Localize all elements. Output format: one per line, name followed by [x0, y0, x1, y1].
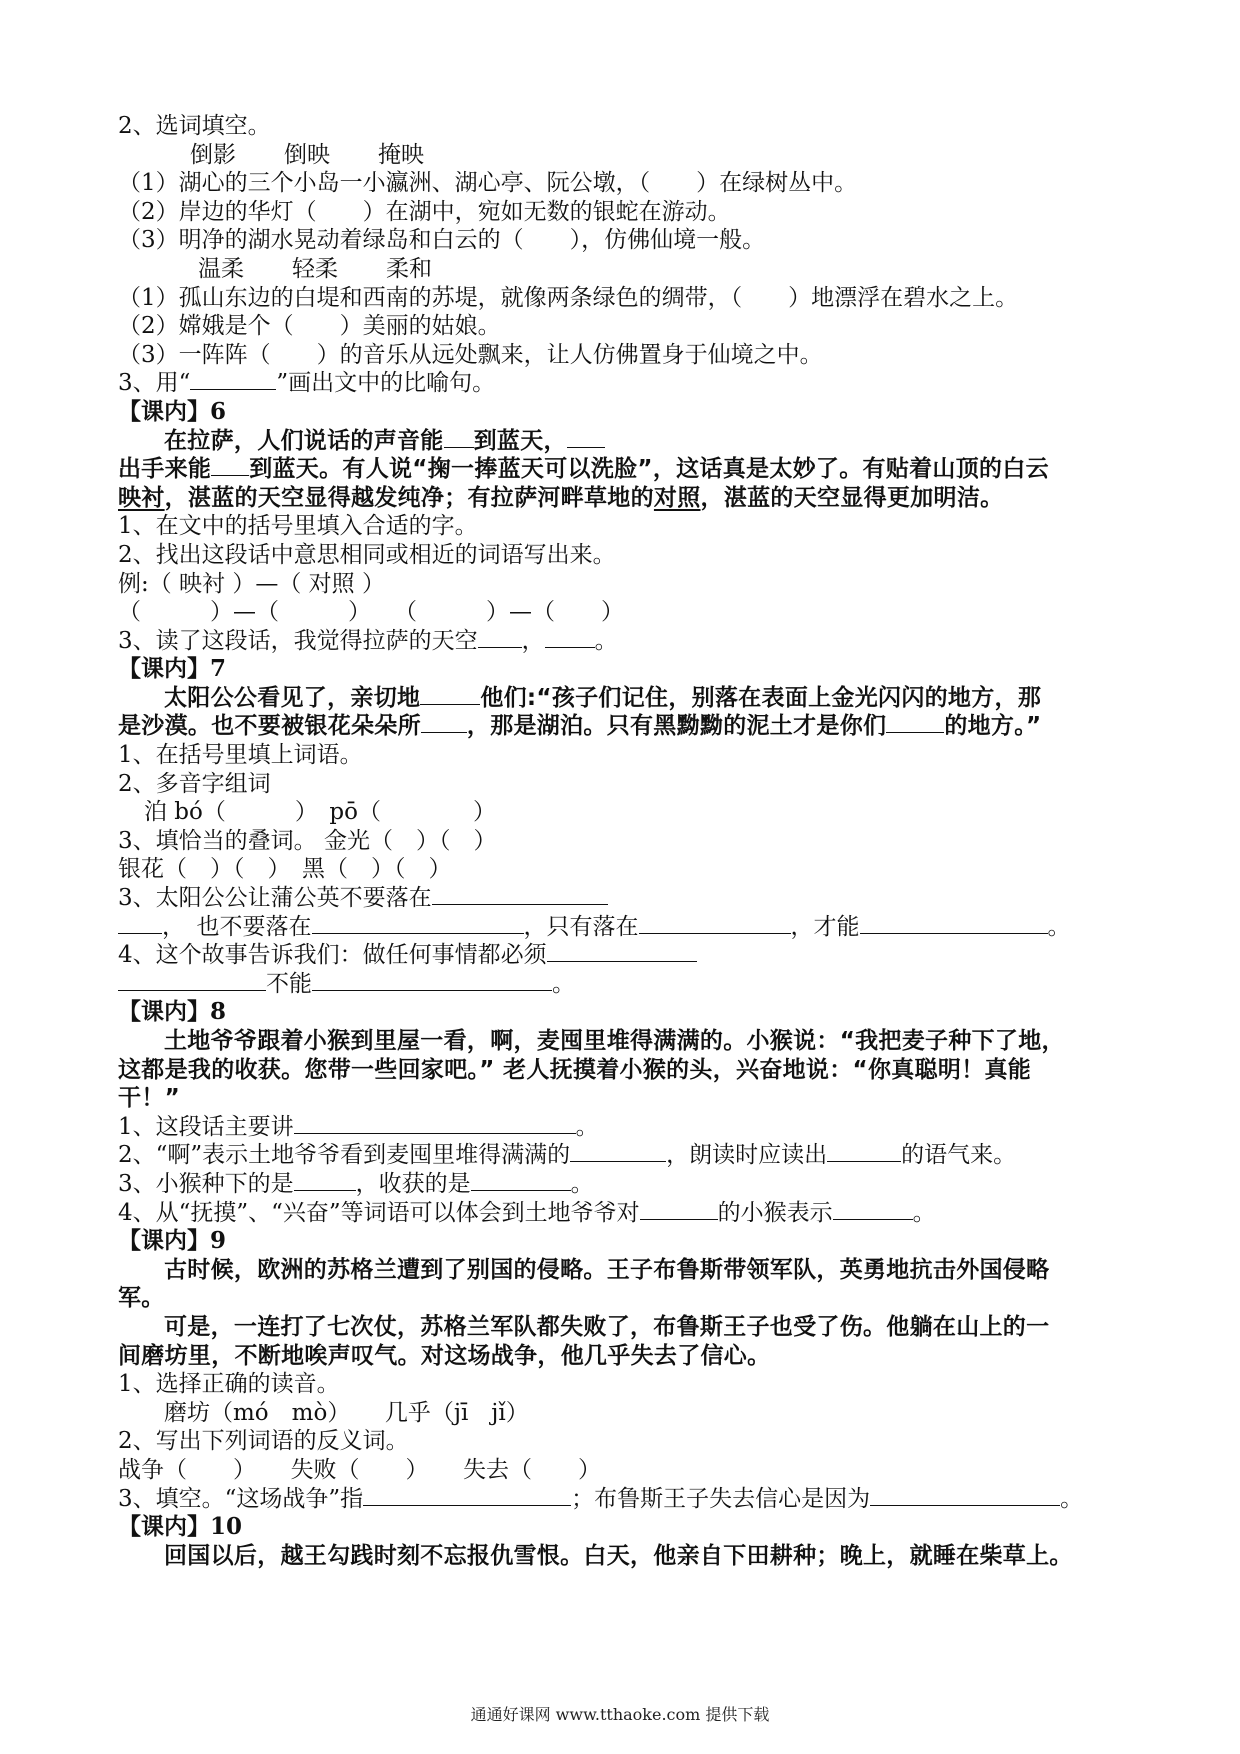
question-line: 1、在括号里填上词语。: [118, 742, 363, 769]
passage-line: 干！”: [118, 1085, 181, 1112]
passage-line: 太阳公公看见了，亲切地 他们:“孩子们记住，别落在表面上金光闪闪的地方，那: [164, 684, 1042, 711]
passage-line: 间磨坊里，不断地唉声叹气。对这场战争，他几乎失去了信心。: [118, 1342, 771, 1369]
word-choice: 轻柔: [292, 255, 338, 282]
answer-blank[interactable]: [190, 369, 276, 390]
section-heading: 【课内】10: [118, 1513, 243, 1541]
blank-line: 银花（ ）（ ） 黑（ ）（ ）: [118, 856, 452, 883]
passage-line: 军。: [118, 1285, 165, 1312]
answer-blank[interactable]: [860, 913, 1048, 934]
question-line: 1、在文中的括号里填入合适的字。: [118, 513, 478, 540]
answer-blank[interactable]: [312, 970, 552, 991]
question-line: 3、填空。“这场战争”指 ；布鲁斯王子失去信心是因为 。: [118, 1485, 1084, 1512]
word-choice: 倒影: [190, 141, 236, 168]
fill-sentence: （2）岸边的华灯（ ）在湖中，宛如无数的银蛇在游动。: [118, 198, 731, 225]
answer-blank[interactable]: [444, 427, 474, 448]
blank-line: （ ）—（ ） （ ）—（ ）: [118, 599, 624, 626]
question-line: 1、选择正确的读音。: [118, 1371, 340, 1398]
passage-line: 出手来能 到蓝天。有人说“掬一捧蓝天可以洗脸”，这话真是太妙了。有贴着山顶的白云: [118, 456, 1049, 483]
answer-blank[interactable]: [471, 1170, 571, 1191]
choice-line: 磨坊（mó mò） 几乎（jī jǐ）: [164, 1399, 529, 1426]
blank-line: 泊 bó（ ） pō（ ）: [144, 799, 496, 826]
word-choice: 倒映: [284, 141, 330, 168]
question-line: 2、写出下列词语的反义词。: [118, 1428, 409, 1455]
answer-blank[interactable]: [118, 970, 266, 991]
fill-sentence: （1）孤山东边的白堤和西南的苏堤，就像两条绿色的绸带，（ ）地漂浮在碧水之上。: [118, 284, 1019, 311]
passage-line: 这都是我的收获。您带一些回家吧。” 老人抚摸着小猴的头，兴奋地说：“你真聪明！真能: [118, 1056, 1032, 1083]
answer-blank[interactable]: [421, 712, 467, 733]
passage-line: 古时候，欧洲的苏格兰遭到了别国的侵略。王子布鲁斯带领军队，英勇地抗击外国侵略: [164, 1256, 1050, 1283]
question-line: 2、“啊”表示土地爷爷看到麦囤里堆得满满的 ，朗读时应读出 的语气来。: [118, 1142, 1017, 1169]
word-choice: 柔和: [386, 255, 432, 282]
worksheet-page: [118, 112, 1128, 1570]
answer-blank[interactable]: [420, 684, 480, 705]
answer-blank[interactable]: [363, 1485, 571, 1506]
example-line: 例:（ 映衬 ）—（ 对照 ）: [118, 570, 385, 597]
answer-blank[interactable]: [886, 712, 944, 733]
question-line: 不能 。: [118, 970, 1128, 999]
answer-blank[interactable]: [870, 1485, 1060, 1506]
answer-blank[interactable]: [640, 1199, 718, 1220]
passage-line: 土地爷爷跟着小猴到里屋一看，啊，麦囤里堆得满满的。小猴说：“我把麦子种下了地，: [164, 1028, 1065, 1054]
fill-sentence: （3）明净的湖水晃动着绿岛和白云的（ ），仿佛仙境一般。: [118, 227, 766, 254]
passage-line: 在拉萨，人们说话的声音能 到蓝天，: [118, 427, 1128, 456]
question-line: 4、这个故事告诉我们：做任何事情都必须: [118, 941, 1128, 970]
answer-blank[interactable]: [312, 913, 524, 934]
answer-blank[interactable]: [547, 941, 697, 962]
page-footer: 通通好课网 www.tthaoke.com 提供下载: [470, 1705, 770, 1724]
answer-blank[interactable]: [118, 913, 162, 934]
fill-sentence: （1）湖心的三个小岛一小瀛洲、湖心亭、阮公墩，（ ）在绿树丛中。: [118, 170, 858, 197]
question-line: 2、多音字组词: [118, 770, 271, 797]
section-heading: 【课内】8: [118, 998, 227, 1026]
section-heading: 【课内】6: [118, 397, 227, 425]
answer-blank[interactable]: [639, 913, 791, 934]
answer-blank[interactable]: [294, 1113, 576, 1134]
answer-blank[interactable]: [567, 427, 605, 448]
word-choices: [118, 141, 1128, 170]
question-line: 3、太阳公公让蒲公英不要落在: [118, 884, 1128, 913]
answer-blank[interactable]: [570, 1141, 666, 1162]
section-heading: 【课内】9: [118, 1227, 227, 1255]
question-line: 1、这段话主要讲 。: [118, 1113, 599, 1140]
word-choices: [118, 255, 1128, 284]
section-heading: 【课内】7: [118, 655, 227, 683]
answer-blank[interactable]: [432, 884, 608, 905]
answer-blank[interactable]: [827, 1141, 901, 1162]
passage-line: 回国以后，越王勾践时刻不忘报仇雪恨。白天，他亲自下田耕种；晚上，就睡在柴草上。: [164, 1542, 1073, 1569]
passage-line: 可是，一连打了七次仗，苏格兰军队都失败了，布鲁斯王子也受了伤。他躺在山上的一: [164, 1313, 1050, 1340]
question-line: 2、找出这段话中意思相同或相近的词语写出来。: [118, 541, 616, 568]
fill-sentence: （2）嫦娥是个（ ）美丽的姑娘。: [118, 313, 501, 340]
answer-blank[interactable]: [833, 1199, 913, 1220]
question-line: 3、用“ ”画出文中的比喻句。: [118, 370, 496, 397]
answer-blank[interactable]: [211, 455, 249, 476]
passage-line: 映衬，湛蓝的天空显得越发纯净；有拉萨河畔草地的对照，湛蓝的天空显得更加明洁。: [118, 484, 1004, 511]
question-line: 3、读了这段话，我觉得拉萨的天空 ， 。: [118, 627, 618, 654]
question-title: 2、选词填空。: [118, 113, 271, 139]
passage-line: 是沙漠。也不要被银花朵朵所 ，那是湖泊。只有黑黝黝的泥土才是你们 的地方。”: [118, 713, 1042, 740]
blank-line: 战争（ ） 失败（ ） 失去（ ）: [118, 1456, 601, 1483]
question-line: 3、小猴种下的是 ，收获的是 。: [118, 1170, 594, 1197]
answer-blank[interactable]: [294, 1170, 356, 1191]
word-choice: 温柔: [198, 255, 244, 282]
question-line: ， 也不要落在 ，只有落在 ，才能 。: [118, 913, 1128, 942]
question-line: 4、从“抚摸”、“兴奋”等词语可以体会到土地爷爷对 的小猴表示 。: [118, 1199, 936, 1226]
question-line: 3、填恰当的叠词。 金光（ ）（ ）: [118, 827, 497, 854]
answer-blank[interactable]: [478, 627, 522, 648]
answer-blank[interactable]: [545, 627, 595, 648]
word-choice: 掩映: [378, 141, 424, 168]
fill-sentence: （3）一阵阵（ ）的音乐从远处飘来，让人仿佛置身于仙境之中。: [118, 341, 823, 368]
